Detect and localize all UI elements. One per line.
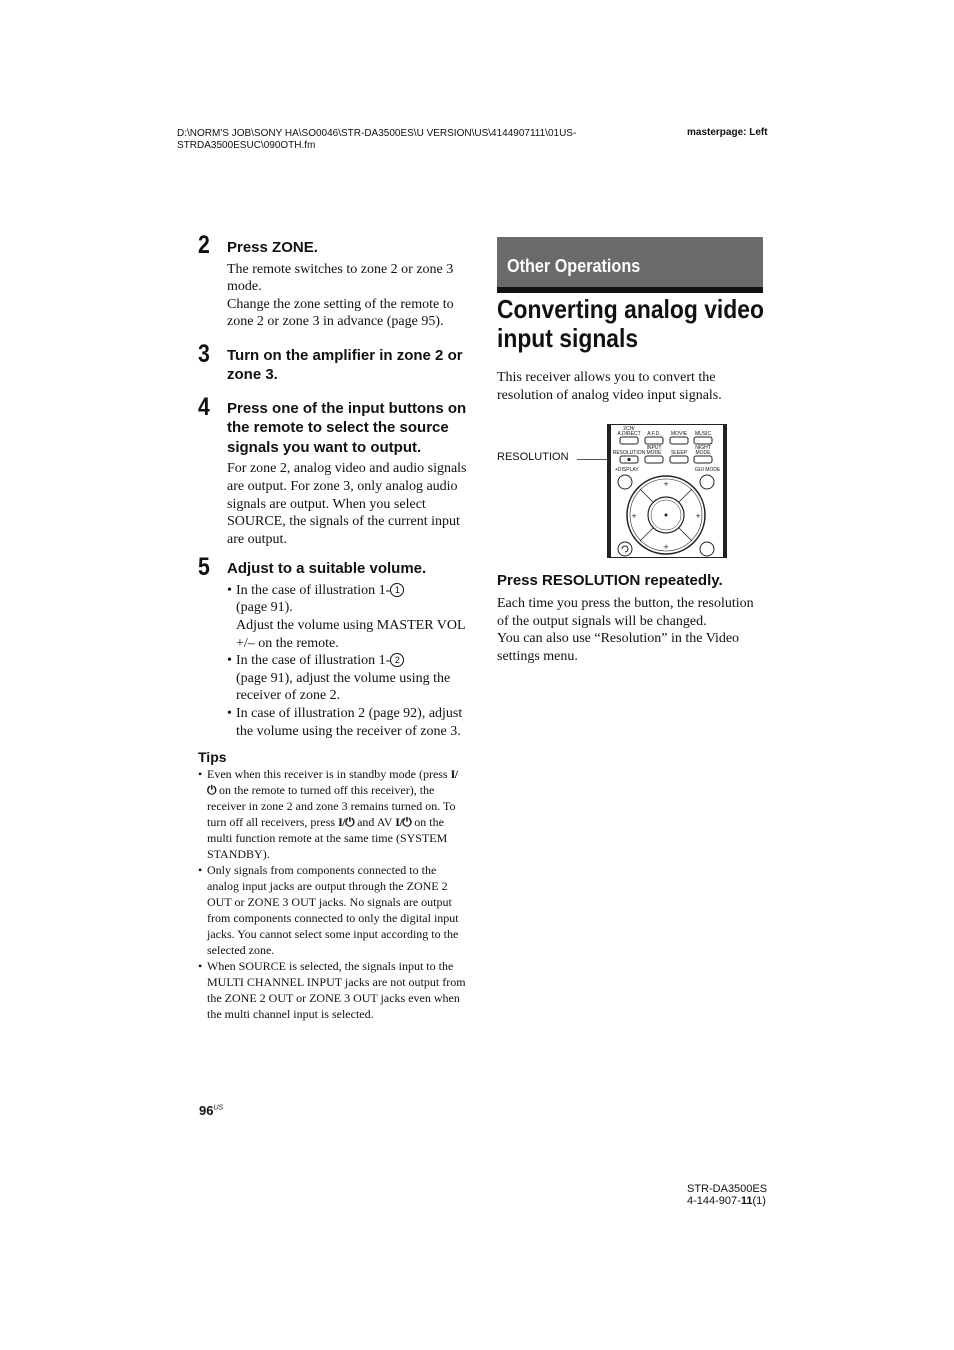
masterpage-label: masterpage: Left [687, 127, 768, 138]
btn-resolution-label: RESOLUTION [612, 450, 646, 456]
tip-item: • When SOURCE is selected, the signals input to the MULTI CHANNEL INPUT jacks are not output from the ZONE 2 OUT or ZONE 3 OUT jacks even when the multi channel input is selected. [198, 958, 466, 1022]
svg-text:A.DIRECT: A.DIRECT [617, 431, 641, 437]
step-5 [198, 554, 470, 740]
section-title [497, 295, 764, 353]
btn-2ch-label: 2CH/ [623, 426, 635, 432]
btn-movie-label: MOVIE [670, 431, 688, 437]
step-number: 4 [198, 392, 210, 421]
step-2 [198, 232, 470, 331]
step-body-line: The remote switches to zone 2 or zone 3 mode. [227, 261, 454, 295]
file-path-line1: D:\NORM'S JOB\SONY HA\SO0046\STR-DA3500ES\U VERSION\US\4144907111\01US- [177, 128, 577, 139]
resolution-callout-label: RESOLUTION [497, 451, 569, 463]
step-body [227, 261, 470, 331]
bullet-item: • In the case of illustration 1- 1 (page 91). Adjust the volume using MASTER VOL +/– on the remote. [227, 582, 470, 652]
svg-text:MODE: MODE [646, 450, 662, 456]
display-button[interactable] [618, 475, 632, 489]
remote-illustration [607, 424, 727, 558]
step-number: 3 [198, 339, 210, 368]
step-title: Press one of the input buttons on the remote to select the source signals you want to output. [227, 399, 467, 456]
arrow-left-icon: + [631, 512, 637, 520]
tips-list [198, 766, 466, 1022]
btn-afd[interactable] [645, 437, 663, 444]
arrow-down-icon: + [663, 543, 669, 551]
footer-model: STR-DA3500ES [687, 1183, 768, 1195]
svg-text:INPUT: INPUT [646, 445, 662, 451]
step-number: 5 [198, 553, 210, 582]
section-paragraph: You can also use “Resolution” in the Video settings menu. [497, 631, 740, 664]
step-title: Press ZONE. [227, 239, 318, 256]
tip-item: • Only signals from components connected to the analog input jacks are output through the ZONE 2 OUT or ZONE 3 OUT jacks. No signals are output from components connected to only the digital input jacks. You cannot select some input according to the selected zone. [198, 862, 466, 958]
section-paragraph: Each time you press the button, the resolution of the output signals will be changed. [497, 596, 754, 629]
footer-code: 4-144-907-11(1) [687, 1195, 766, 1207]
svg-text:MODE: MODE [695, 450, 711, 456]
page-number: $96^{US}$ [199, 1103, 224, 1118]
bullet-item: • In case of illustration 2 (page 92), adjust the volume using the receiver of zone 3. [227, 705, 470, 740]
footer-model-code [687, 1183, 767, 1207]
btn-night-mode[interactable] [694, 456, 712, 463]
display-label: +DISPLAY [615, 467, 639, 473]
power-icon: I/⏻ [207, 767, 458, 798]
btn-music-label: MUSIC [694, 431, 712, 437]
step-title: Adjust to a suitable volume. [227, 560, 427, 578]
power-icon: I/⏻ [395, 815, 412, 830]
btn-afd-label: A.F.D. [647, 431, 661, 437]
tips-section [198, 749, 470, 1022]
menu-button[interactable] [700, 542, 714, 556]
btn-input-mode[interactable] [645, 456, 663, 463]
btn-sleep[interactable] [670, 456, 688, 463]
gui-mode-button[interactable] [700, 475, 714, 489]
section-body [497, 595, 763, 665]
btn-music[interactable] [694, 437, 712, 444]
section-title-line: Converting analog video [497, 294, 764, 324]
svg-text:NIGHT: NIGHT [695, 445, 711, 451]
btn-sleep-label: SLEEP [670, 450, 688, 456]
section-subtitle: Press RESOLUTION repeatedly. [497, 572, 723, 589]
step-body: For zone 2, analog video and audio signals are output. For zone 3, only analog audio signals are output. When you select SOURCE, the signals of the current input are output. [227, 461, 467, 547]
btn-2ch[interactable] [620, 437, 638, 444]
file-path [177, 128, 677, 152]
circled-number: 1 [390, 583, 404, 597]
section-intro: This receiver allows you to convert the resolution of analog video input signals. [497, 370, 722, 403]
tips-title: Tips [198, 749, 227, 766]
step-4 [198, 394, 470, 548]
section-band [497, 237, 763, 293]
section-title-line: input signals [497, 323, 639, 353]
btn-movie[interactable] [670, 437, 688, 444]
return-button[interactable] [618, 542, 632, 556]
page-number-suffix: US [213, 1104, 224, 1112]
circled-number: 2 [390, 653, 404, 667]
gui-mode-label: GUI MODE [695, 467, 721, 473]
step-title: Turn on the amplifier in zone 2 or zone 3. [227, 346, 463, 384]
step-body-line: Change the zone setting of the remote to zone 2 or zone 3 in advance (page 95). [227, 296, 454, 330]
arrow-up-icon: + [663, 480, 669, 488]
tip-item: • Even when this receiver is in standby mode (press I/⏻ on the remote to turned off this receiver), the receiver in zone 2 and zone 3 remains turned on. To turn off all receivers, press I/⏻ and AV I/⏻ on the multi function remote at the same time (SYSTEM STANDBY). [198, 766, 466, 862]
arrow-right-icon: + [695, 512, 701, 520]
step-number: 2 [198, 231, 210, 259]
step-3 [198, 341, 470, 385]
section-band-label: Other Operations [507, 256, 641, 276]
power-icon: I/⏻ [338, 815, 355, 830]
left-column [198, 232, 470, 1022]
step-bullets [227, 582, 470, 740]
bullet-item: • In the case of illustration 1- 2 (page 91), adjust the volume using the receiver of zone 2. [227, 652, 470, 705]
file-path-line2: STRDA3500ESUC\090OTH.fm [177, 140, 316, 151]
